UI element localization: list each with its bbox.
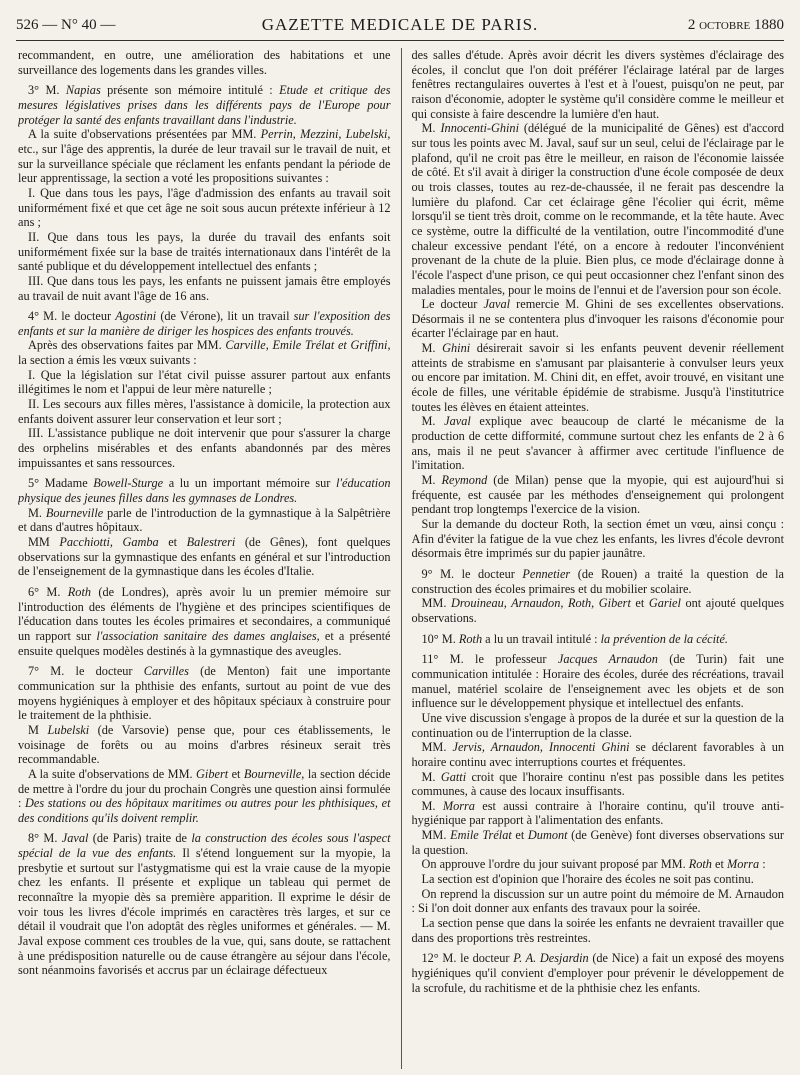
- paragraph: M. Ghini désirerait savoir si les enfants peuvent devenir réellement atteints de strabisme en s'amusant par plaisanterie à convulser leurs yeux ou encore par imitation. M. Chini dit, en effet, avoir trouvé, en visitant une école de filles, une véritable épidémie de strabisme. Jusqu'à l'institutrice toutes les élèves en étaient atteintes.: [411, 341, 784, 414]
- paragraph: recommandent, en outre, une amélioration des habitations et une surveillance des logements dans les grandes villes.: [18, 48, 391, 77]
- paragraph: A la suite d'observations présentées par MM. Perrin, Mezzini, Lubelski, etc., sur l'âge des apprentis, la durée de leur travail sur le travail de nuit, et sur la surveillance spéciale que réclament les enfants pendant la période de leur apprentissage, la section a voté les propositions suivantes :: [18, 127, 391, 186]
- paragraph: 8° M. Javal (de Paris) traite de la construction des écoles sous l'aspect spécial de la vue des enfants. Il s'étend longuement sur la myopie, la presbytie et surtout sur l'astygmatisme qui est la vraie cause de la myopie chez les enfants. Il présente et explique un tableau qui permet de reconnaître la myopie dès sa première apparition. Il exprime le désir de voir tous les livres d'école imprimés en caractères très larges, et sur ce détail il voudrait que l'on adoptât des règles uniformes et générales. — M. Javal expose comment ces troubles de la vue, qui, sans doute, se rattachent à une prédisposition naturelle ou de cause étrangère au séjour dans l'école, sont néanmoins favorisés et accrus par un éclairage défectueux: [18, 831, 391, 978]
- paragraph: 4° M. le docteur Agostini (de Vérone), lit un travail sur l'exposition des enfants et sur la manière de diriger les hospices des enfants trouvés.: [18, 309, 391, 338]
- issue-date: [604, 17, 784, 34]
- paragraph: M. Morra est aussi contraire à l'horaire continu, qu'il trouve anti-hygiénique par rapport à l'alimentation des enfants.: [411, 798, 784, 828]
- paragraph: II. Que dans tous les pays, la durée du travail des enfants soit uniformément fixée sur la base de traités internationaux dans l'intérêt de la santé publique et du développement intellectuel des enfants ;: [18, 229, 391, 274]
- page-number: 526 — N° 40 —: [16, 16, 116, 33]
- paragraph: M. Bourneville parle de l'introduction de la gymnastique à la Salpêtrière et dans d'autres hôpitaux.: [18, 505, 391, 535]
- paragraph: III. Que dans tous les pays, les enfants ne puissent jamais être employés au travail de nuit avant l'âge de 16 ans.: [18, 273, 391, 303]
- paragraph: Après des observations faites par MM. Carville, Emile Trélat et Griffini, la section a émis les vœux suivants :: [18, 338, 391, 368]
- paragraph: I. Que dans tous les pays, l'âge d'admission des enfants au travail soit uniformément fixé et que cet âge ne soit sous aucun prétexte inférieur à 12 ans ;: [18, 185, 391, 230]
- date-day: 2: [687, 16, 696, 33]
- column-divider: [401, 48, 402, 1069]
- text-columns: [18, 48, 784, 1069]
- paragraph: M. Javal explique avec beaucoup de clarté le mécanisme de la production de cette difformité, commune surtout chez les enfants de 2 à 6 ans, mais il ne peut s'avancer à affirmer avec certitude l'influence de l'imitation.: [411, 414, 784, 473]
- paragraph: MM Pacchiotti, Gamba et Balestreri (de Gênes), font quelques observations sur la gymnastique des enfants en général et sur l'introduction de l'enseignement de la gymnastique dans les écoles d'Italie.: [18, 535, 391, 579]
- paragraph: 11° M. le professeur Jacques Arnaudon (de Turin) fait une communication intitulée : Horaire des écoles, durée des récréations, travail manuel, matériel scolaire de l'enseignement avec les objets et de son influence sur le développement physique et intellectuel des enfants.: [411, 652, 784, 711]
- paragraph: A la suite d'observations de MM. Gibert et Bourneville, la section décide de mettre à l'ordre du jour du prochain Congrès une question ainsi formulée : Des stations ou des hôpitaux maritimes ou autres pour les phthisiques, et des conditions qu'ils doivent remplir.: [18, 766, 391, 825]
- paragraph: 3° M. Napias présente son mémoire intitulé : Etude et critique des mesures législatives prises dans les différents pays de l'Europe pour protéger la santé des enfants travaillant dans l'industrie.: [18, 83, 391, 127]
- paragraph: La section pense que dans la soirée les enfants ne devraient travailler que dans des proportions très restreintes.: [411, 916, 784, 945]
- paragraph: M. Innocenti-Ghini (délégué de la municipalité de Gênes) est d'accord sur tous les points avec M. Javal, sauf sur un seul, celui de l'éclairage par le plafond, qu'il ne croit pas être le meilleur, en raison de l'économie laissée de côté. Et s'il avait à diriger la construction d'une école composée de deux ou trois classes, toutes au rez-de-chaussée, il ne ferait pas descendre la lumière du plafond. Car cet éclairage gêne l'écolier qui écrit, même lorsqu'il se tient très droit, comme on le recommande, et la tête haute. Avec ce système, outre la difficulté de la ventilation, outre l'incommodité d'une chaleur excessive pendant l'été, on a encore à redouter l'inconvénient provenant de la chute de la pluie. Bien plus, ce mode d'éclairage donne à l'école l'aspect d'une prison, ce qui peut occasionner chez l'enfant sinon des maladies mentales, pour le moins de l'ennui et de l'aversion pour son école.: [411, 121, 784, 297]
- paragraph: II. Les secours aux filles mères, l'assistance à domicile, la protection aux enfants doivent assurer leur conservation et leur sort ;: [18, 397, 391, 426]
- left-column: [18, 48, 391, 1069]
- journal-title: GAZETTE MEDICALE DE PARIS.: [261, 15, 539, 34]
- paragraph: 6° M. Roth (de Londres), après avoir lu un premier mémoire sur l'introduction des éléments de l'hygiène et des principes scientifiques de l'éducation dans toutes les écoles primaires et secondaires, a communiqué un rapport sur l'association sanitaire des dames anglaises, et a présenté ensuite quelques modèles destinés à la gymnastique des aveugles.: [18, 584, 391, 658]
- paragraph: On reprend la discussion sur un autre point du mémoire de M. Arnaudon : Si l'on doit donner aux enfants des travaux pour la soirée.: [411, 886, 784, 916]
- paragraph: 12° M. le docteur P. A. Desjardin (de Nice) a fait un exposé des moyens hygiéniques qu'il convient d'employer pour prévenir le développement de la scrofule, du rachitisme et de la phthisie chez les enfants.: [411, 951, 784, 995]
- paragraph: 9° M. le docteur Pennetier (de Rouen) a traité la question de la construction des écoles primaires et du mobilier scolaire.: [411, 566, 784, 596]
- paragraph: 5° Madame Bowell-Sturge a lu un important mémoire sur l'éducation physique des jeunes filles dans les gymnases de Londres.: [18, 476, 391, 506]
- paragraph: M. Reymond (de Milan) pense que la myopie, qui est aujourd'hui si fréquente, est causée par les méthodes d'enseignement qui prolongent pendant trop longtemps l'exercice de la vision.: [411, 473, 784, 517]
- date-year: 1880: [754, 16, 784, 33]
- paragraph: 10° M. Roth a lu un travail intitulé : la prévention de la cécité.: [421, 631, 728, 646]
- paragraph: M. Gatti croit que l'horaire continu n'est pas possible dans les petites communes, à cause des locaux insuffisants.: [411, 769, 784, 799]
- paragraph: MM. Emile Trélat et Dumont (de Genève) font diverses observations sur la question.: [411, 828, 784, 857]
- right-column: [412, 48, 785, 1069]
- paragraph: I. Que la législation sur l'état civil puisse assurer partout aux enfants illégitimes le nom et l'appui de leur mère naturelle ;: [18, 367, 391, 397]
- paragraph: M Lubelski (de Varsovie) pense que, pour ces établissements, le voisinage de forêts ou au moins d'arbres résineux serait très recommandable.: [18, 722, 391, 767]
- paragraph: MM. Jervis, Arnaudon, Innocenti Ghini se déclarent favorables à un horaire continu avec interruptions courtes et fréquentes.: [411, 740, 784, 769]
- paragraph: La section est d'opinion que l'horaire des écoles ne soit pas continu.: [421, 872, 754, 887]
- paragraph: des salles d'étude. Après avoir décrit les divers systèmes d'éclairage des écoles, il conclut que l'on doit préférer l'éclairage latéral par de larges fenêtres rectangulaires ouvertes à l'est et à l'ouest, puisqu'on ne peut, par raison d'économie, adopter le système qu'il considère comme le meilleur et qui consiste à faire descendre la lumière d'en haut.: [411, 48, 784, 121]
- paragraph: MM. Drouineau, Arnaudon, Roth, Gibert et Gariel ont ajouté quelques observations.: [411, 596, 784, 625]
- paragraph: On approuve l'ordre du jour suivant proposé par MM. Roth et Morra :: [421, 857, 766, 872]
- date-month: octobre: [699, 16, 751, 33]
- page-header: [16, 10, 784, 41]
- paragraph: Le docteur Javal remercie M. Ghini de ses excellentes observations. Désormais il ne se contentera plus d'invoquer les raisons d'économie pour écarter l'éclairage par en haut.: [411, 297, 784, 341]
- paragraph: III. L'assistance publique ne doit intervenir que pour s'assurer la charge des orphelins misérables et des enfants abandonnés par des mères impuissantes et sans ressources.: [18, 426, 391, 470]
- paragraph: Sur la demande du docteur Roth, la section émet un vœu, ainsi conçu : Afin d'éviter la fatigue de la vue chez les enfants, les livres d'école devront désormais être imprimés sur du papier jaunâtre.: [411, 517, 784, 561]
- paragraph: Une vive discussion s'engage à propos de la durée et sur la question de la continuation ou de l'interruption de la classe.: [411, 710, 784, 740]
- paragraph: 7° M. le docteur Carvilles (de Menton) fait une importante communication sur la phthisie des enfants, surtout au point de vue des moyens hygiéniques à employer et des hôpitaux spéciaux à construire pour le traitement de la phthisie.: [18, 664, 391, 723]
